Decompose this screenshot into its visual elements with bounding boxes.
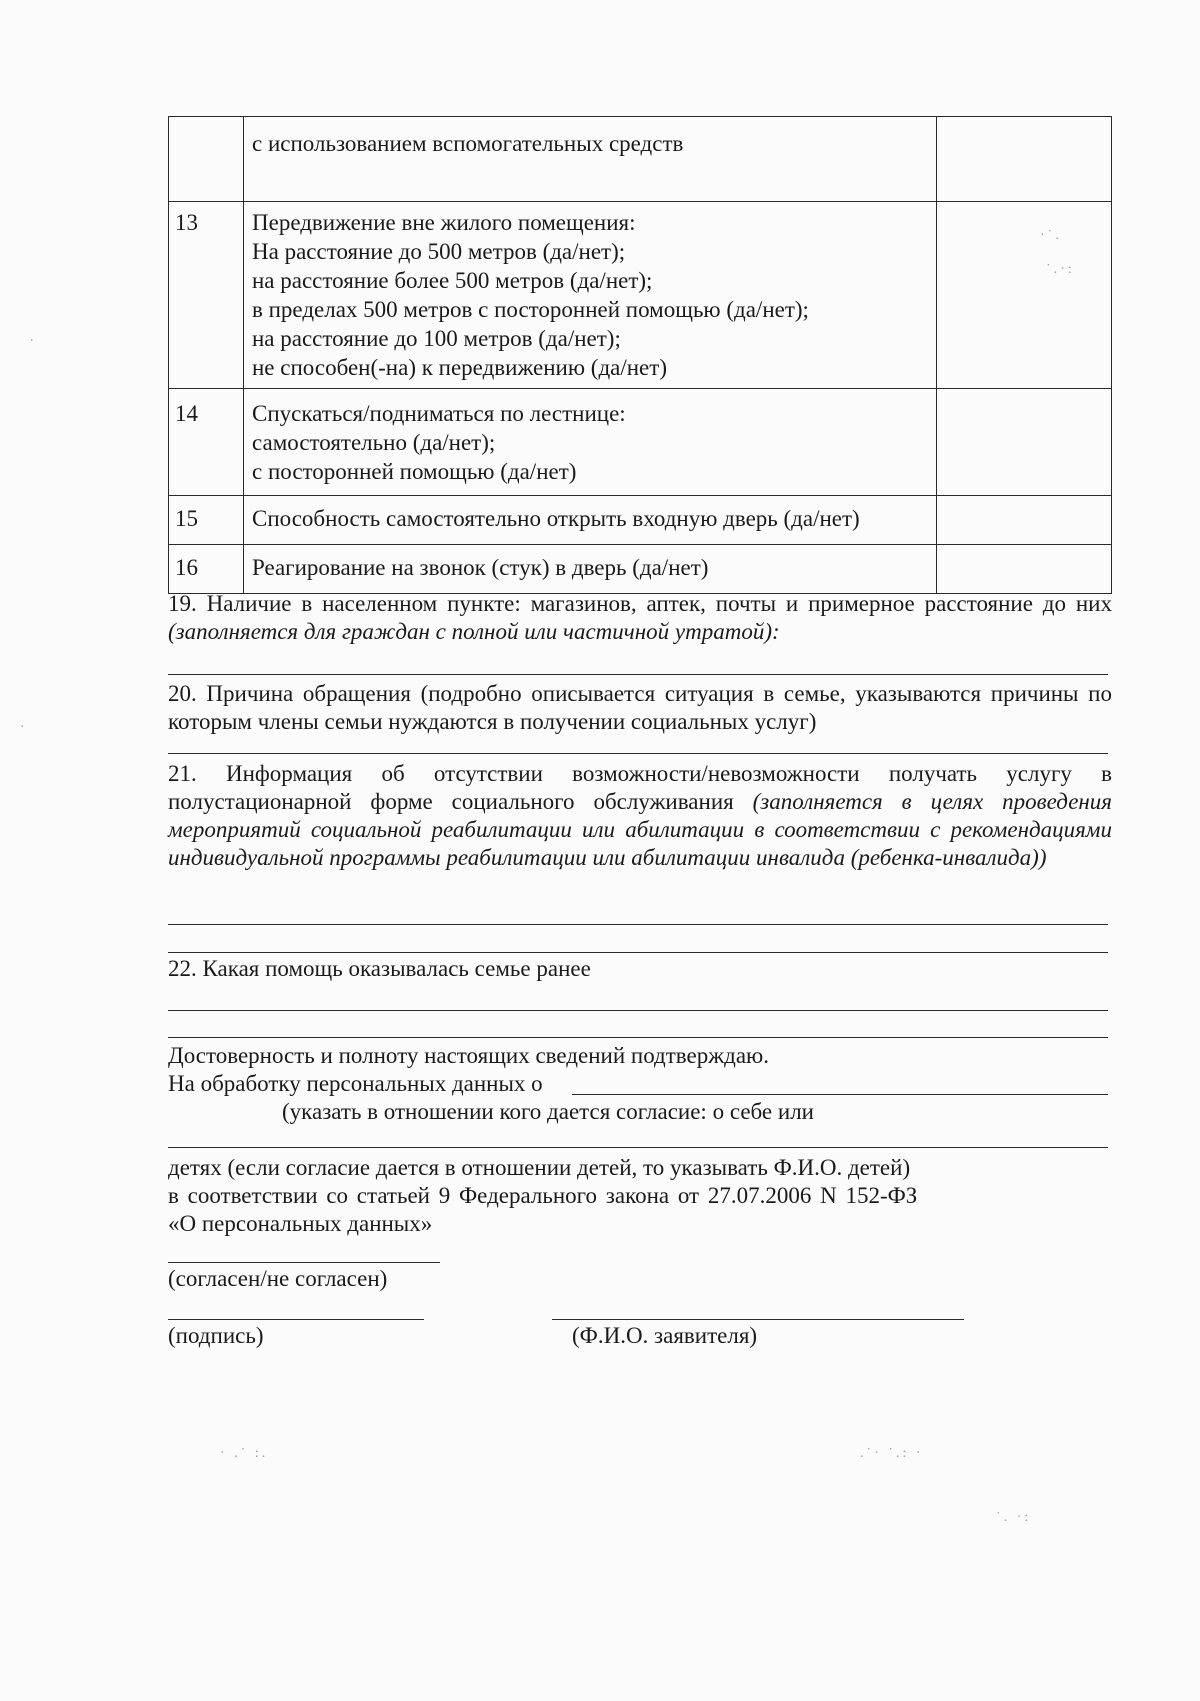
table-row: [169, 389, 1112, 496]
scan-noise: · .˙ :.: [220, 1446, 269, 1461]
scan-noise: .˙· ˙.: ·: [860, 1446, 924, 1461]
item-19-answer-line[interactable]: [168, 674, 1108, 675]
signature-line[interactable]: [168, 1319, 424, 1320]
consent-confirm: Достоверность и полноту настоящих сведений подтверждаю.: [168, 1043, 769, 1068]
consent-children: детях (если согласие дается в отношении детей, то указывать Ф.И.О. детей): [168, 1155, 911, 1180]
table-row: [169, 202, 1112, 389]
row-answer-cell[interactable]: [937, 202, 1112, 389]
consent-subject-line[interactable]: [572, 1094, 1108, 1095]
table-row: [169, 117, 1112, 202]
row-number: [169, 117, 244, 202]
scan-noise: .: [30, 330, 37, 345]
row-description: Спускаться/подниматься по лестнице: самостоятельно (да/нет); с посторонней помощью (да/нет): [244, 389, 937, 496]
table-row: [169, 496, 1112, 545]
scan-noise: ˙.·:: [1046, 262, 1075, 277]
item-22: 22. Какая помощь оказывалась семье ранее: [168, 956, 591, 981]
applicant-name-line[interactable]: [552, 1319, 964, 1320]
row-description: с использованием вспомогательных средств: [244, 117, 937, 202]
item-22-answer-line-2[interactable]: [168, 1037, 1108, 1038]
row-number: 16: [169, 545, 244, 594]
item-21-note: (заполняется в целях проведения мероприятий социальной реабилитации или абилитации в соответствии с рекомендациями индивидуальной программы реабилитации или абилитации инвалида (ребенка-инвалида)): [168, 789, 1112, 870]
consent-law-title: «О персональных данных»: [168, 1211, 433, 1236]
item-21-answer-line-1[interactable]: [168, 924, 1108, 925]
consent-hint: (указать в отношении кого дается согласие: о себе или: [282, 1099, 814, 1124]
abilities-table: [168, 116, 1112, 594]
item-19-note: (заполняется для граждан с полной или частичной утратой):: [168, 619, 780, 644]
item-22-answer-line-1[interactable]: [168, 1010, 1108, 1011]
signature-label: (подпись): [168, 1323, 264, 1348]
agree-label: (согласен/не согласен): [168, 1266, 388, 1291]
item-20-answer-line[interactable]: [168, 753, 1108, 754]
row-description: Передвижение вне жилого помещения: На расстояние до 500 метров (да/нет); на расстояние более 500 метров (да/нет); в пределах 500 метров с посторонней помощью (да/нет); на расстояние до 100 метров (да/нет); не способен(-на) к передвижению (да/нет): [244, 202, 937, 389]
applicant-name-label: (Ф.И.О. заявителя): [572, 1323, 758, 1348]
row-answer-cell[interactable]: [937, 496, 1112, 545]
row-number: 15: [169, 496, 244, 545]
item-21: 21. Информация об отсутствии возможности/невозможности получать услугу в полустационарной форме социального обслуживания (заполняется в целях проведения мероприятий социальной реабилитации или абилитации в соответствии с рекомендациями индивидуальной программы реабилитации или абилитации инвалида (ребенка-инвалида)): [168, 761, 1112, 870]
row-description: Реагирование на звонок (стук) в дверь (да/нет): [244, 545, 937, 594]
row-answer-cell[interactable]: [937, 117, 1112, 202]
table-row: [169, 545, 1112, 594]
consent-subject-line-2[interactable]: [168, 1147, 1108, 1148]
consent-law: в соответствии со статьей 9 Федерального закона от 27.07.2006 N 152-ФЗ: [168, 1183, 918, 1208]
item-19: 19. Наличие в населенном пункте: магазинов, аптек, почты и примерное расстояние до них (заполняется для граждан с полной или частичной утратой):: [168, 591, 1112, 644]
consent-personal-data: На обработку персональных данных о: [168, 1071, 543, 1096]
agree-line[interactable]: [168, 1262, 440, 1263]
scan-noise: ˙. ·:: [996, 1510, 1032, 1525]
row-answer-cell[interactable]: [937, 389, 1112, 496]
row-number: 14: [169, 389, 244, 496]
scan-noise: ·˙.: [1040, 228, 1062, 243]
item-21-answer-line-2[interactable]: [168, 952, 1108, 953]
row-number: 13: [169, 202, 244, 389]
scan-noise: ·: [20, 720, 28, 735]
item-20: 20. Причина обращения (подробно описывается ситуация в семье, указываются причины по которым члены семьи нуждаются в получении социальных услуг): [168, 681, 1112, 734]
row-description: Способность самостоятельно открыть входную дверь (да/нет): [244, 496, 937, 545]
row-answer-cell[interactable]: [937, 545, 1112, 594]
